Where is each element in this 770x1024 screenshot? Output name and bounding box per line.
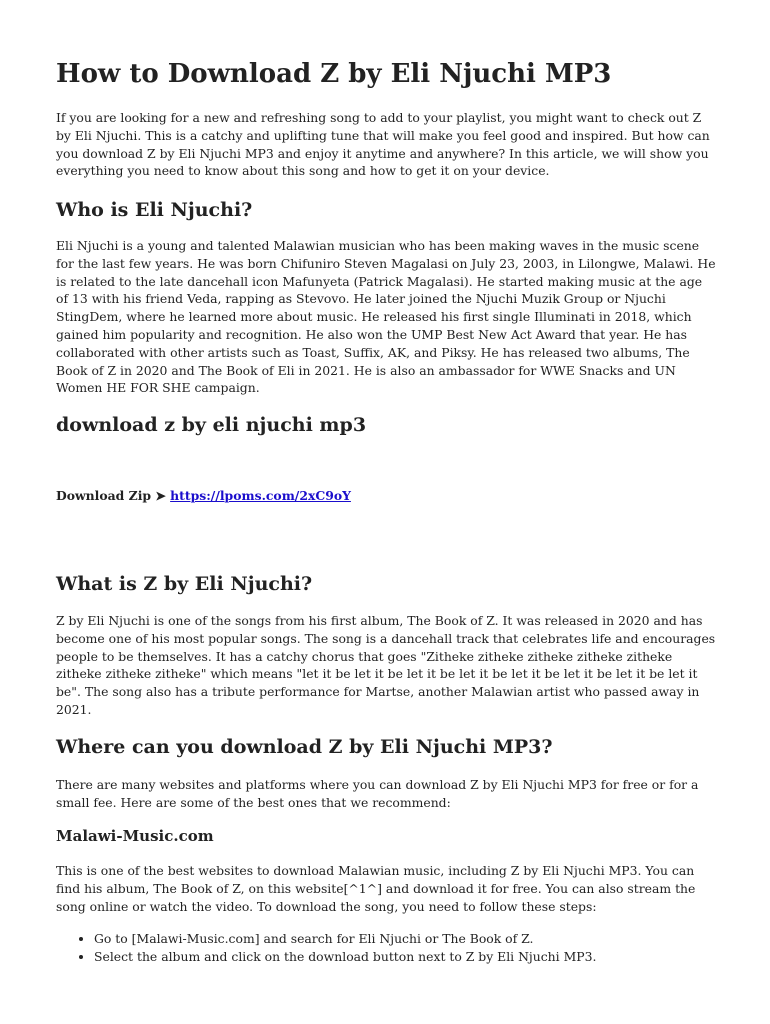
heading-malawi-music: Malawi-Music.com xyxy=(56,827,214,845)
what-paragraph: Z by Eli Njuchi is one of the songs from his first album, The Book of Z. It was released in 2020 and has become one of his most popular songs. The song is a dancehall track that celebrates life and encourages people to be themselves. It has a catchy chorus that goes "Zitheke zitheke zitheke zitheke zitheke zitheke zitheke zitheke" which means "let it be let it be let it be let it be let it be let it be let it be let it be". The song also has a tribute performance for Martse, another Malawian artist who passed away in 2021. xyxy=(56,613,716,717)
who-paragraph: Eli Njuchi is a young and talented Malawian musician who has been making waves in the music scene for the last few years. He was born Chifuniro Steven Magalasi on July 23, 2003, in Lilongwe, Malawi. He is related to the late dancehall icon Mafunyeta (Patrick Magalasi). He started making music at the age of 13 with his friend Veda, rapping as Stevovo. He later joined the Njuchi Muzik Group or Njuchi StingDem, where he learned more about music. He released his first single Illuminati in 2018, which gained him popularity and recognition. He also won the UMP Best New Act Award that year. He has collaborated with other artists such as Toast, Suffix, AK, and Piksy. He has released two albums, The Book of Z in 2020 and The Book of Eli in 2021. He is also an ambassador for WWE Snacks and UN Women HE FOR SHE campaign. xyxy=(56,238,716,396)
heading-who-is-eli-njuchi: Who is Eli Njuchi? xyxy=(56,199,253,221)
download-line xyxy=(56,487,351,505)
intro-paragraph: If you are looking for a new and refreshing song to add to your playlist, you might want to check out Z by Eli Njuchi. This is a catchy and uplifting tune that will make you feel good and inspired. But how can you download Z by Eli Njuchi MP3 and enjoy it anytime and anywhere? In this article, we will show you everything you need to know about this song and how to get it on your device. xyxy=(56,110,710,179)
steps-list xyxy=(56,930,716,966)
list-item: • Select the album and click on the download button next to Z by Eli Njuchi MP3. xyxy=(94,948,716,966)
download-link[interactable]: https://lpoms.com/2xC9oY xyxy=(170,488,351,503)
arrow-icon: ➤ xyxy=(155,488,166,503)
heading-what-is-z: What is Z by Eli Njuchi? xyxy=(56,573,313,595)
page-title: How to Download Z by Eli Njuchi MP3 xyxy=(56,59,612,89)
where-paragraph: There are many websites and platforms where you can download Z by Eli Njuchi MP3 for free or for a small fee. Here are some of the best ones that we recommend: xyxy=(56,777,699,810)
malawi-paragraph: This is one of the best websites to download Malawian music, including Z by Eli Njuchi MP3. You can find his album, The Book of Z, on this website[^1^] and download it for free. You can also stream the song online or watch the video. To download the song, you need to follow these steps: xyxy=(56,863,696,914)
list-item: • Go to [Malawi-Music.com] and search for Eli Njuchi or The Book of Z. xyxy=(94,930,716,948)
heading-download: download z by eli njuchi mp3 xyxy=(56,414,367,436)
download-label: Download Zip xyxy=(56,488,156,503)
heading-where-download: Where can you download Z by Eli Njuchi MP3? xyxy=(56,736,553,758)
